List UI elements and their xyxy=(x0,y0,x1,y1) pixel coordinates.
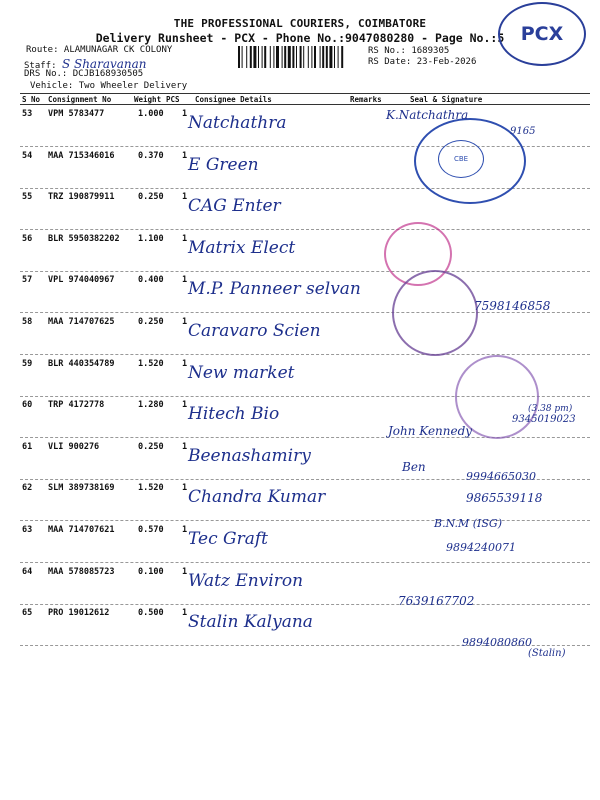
cell-sno: 65 xyxy=(22,608,33,619)
cell-consignee: Matrix Elect xyxy=(188,237,296,258)
barcode-bar xyxy=(242,46,243,68)
cell-weight: 0.250 xyxy=(138,441,164,452)
cell-consignee: Chandra Kumar xyxy=(188,487,326,508)
runsheet-title: Delivery Runsheet - PCX - Phone No.:9047080280 - Page No.:5 xyxy=(95,31,505,45)
barcode-bar xyxy=(314,46,316,68)
barcode-bar xyxy=(308,46,309,68)
cell-consignee: Caravaro Scien xyxy=(188,321,321,341)
cell-sno: 58 xyxy=(22,317,33,327)
cell-pcs: 1 xyxy=(182,275,188,286)
cell-sno: 56 xyxy=(22,233,33,244)
cell-pcs: 1 xyxy=(182,566,188,577)
seal-stamp-purple xyxy=(392,270,478,356)
col-consignee: Consignee Details xyxy=(195,95,272,104)
cell-weight: 0.250 xyxy=(138,317,164,327)
cell-consignment: MAA 578085723 xyxy=(48,566,115,577)
signature-60: John Kennedy xyxy=(388,424,473,438)
barcode-bar xyxy=(258,46,259,68)
cell-consignment: TRZ 190879911 xyxy=(48,192,115,203)
cell-consignment: MAA 714707625 xyxy=(48,317,115,327)
cell-consignee: New market xyxy=(188,362,295,383)
barcode-bar xyxy=(284,46,286,68)
cell-pcs: 1 xyxy=(182,441,188,452)
cell-consignment: VLI 900276 xyxy=(48,441,100,452)
cell-weight: 1.100 xyxy=(138,233,164,244)
col-seal: Seal & Signature xyxy=(410,95,483,104)
cell-sno: 59 xyxy=(22,358,33,369)
cell-weight: 1.520 xyxy=(138,358,164,369)
barcode-bar xyxy=(276,46,279,68)
cell-pcs: 1 xyxy=(182,192,188,203)
barcode-bar xyxy=(262,46,263,68)
col-pcs: PCS xyxy=(166,95,180,104)
cell-sno: 64 xyxy=(22,566,33,577)
barcode-bar xyxy=(341,46,343,68)
cell-weight: 0.500 xyxy=(138,608,164,619)
cell-consignment: TRP 4172778 xyxy=(48,400,105,411)
barcode-bar xyxy=(264,46,266,68)
barcode-bar xyxy=(296,46,297,68)
signature-65: (Stalin) xyxy=(528,648,566,659)
cell-consignment: BLR 5950382202 xyxy=(48,233,120,244)
barcode-bar xyxy=(303,46,304,68)
phone-62: 9865539118 xyxy=(466,491,543,505)
cell-consignee: Natchathra xyxy=(188,113,287,133)
cell-weight: 0.570 xyxy=(138,525,164,535)
cell-sno: 54 xyxy=(22,150,33,161)
staff-label: Staff: xyxy=(24,61,57,71)
phone-65: 9894080860 xyxy=(462,636,532,649)
cell-consignee: Watz Environ xyxy=(188,570,304,591)
col-consignment: Consignment No xyxy=(48,95,112,104)
table-row xyxy=(20,231,590,272)
table-row xyxy=(20,564,590,605)
barcode-bar xyxy=(338,46,339,68)
cell-sno: 53 xyxy=(22,109,33,119)
cell-weight: 0.370 xyxy=(138,150,164,161)
barcode-bar xyxy=(326,46,328,68)
barcode-bar xyxy=(311,46,312,68)
barcode-bar xyxy=(322,46,324,68)
cell-pcs: 1 xyxy=(182,317,188,327)
cell-weight: 1.280 xyxy=(138,400,164,411)
cell-consignee: CAG Enter xyxy=(188,196,281,217)
cell-sno: 61 xyxy=(22,441,33,452)
table-row xyxy=(20,189,590,230)
header-rule-bottom xyxy=(20,104,590,105)
signature-53-note: 9165 xyxy=(510,126,536,137)
cell-sno: 62 xyxy=(22,483,33,494)
cell-consignment: MAA 715346016 xyxy=(48,150,115,161)
barcode-bar xyxy=(329,46,332,68)
drs-line: DRS No.: DCJB168930505 xyxy=(24,69,144,79)
phone-61: 9994665030 xyxy=(466,470,536,483)
cell-pcs: 1 xyxy=(182,358,188,369)
cell-sno: 60 xyxy=(22,400,33,411)
cell-consignment: PRO 19012612 xyxy=(48,608,110,619)
cell-consignment: VPM 5783477 xyxy=(48,109,105,119)
company-name: THE PROFESSIONAL COURIERS, COIMBATORE xyxy=(173,17,427,30)
cell-consignment: SLM 389738169 xyxy=(48,483,115,494)
barcode-bar xyxy=(288,46,291,68)
cell-pcs: 1 xyxy=(182,400,188,411)
barcode-bar xyxy=(292,46,294,68)
cell-consignment: VPL 974040967 xyxy=(48,275,115,286)
rs-date: RS Date: 23-Feb-2026 xyxy=(368,57,477,67)
barcode-bar xyxy=(334,46,335,68)
cell-consignee: Hitech Bio xyxy=(188,404,280,425)
barcode-bar xyxy=(246,46,247,68)
cell-weight: 0.100 xyxy=(138,566,164,577)
cell-sno: 63 xyxy=(22,525,33,535)
barcode-bar xyxy=(250,46,252,68)
col-sno: S No xyxy=(22,95,41,104)
barcode-bar xyxy=(320,46,321,68)
cell-consignee: Tec Graft xyxy=(188,529,268,549)
cell-pcs: 1 xyxy=(182,483,188,494)
barcode-bar xyxy=(253,46,256,68)
route-line: Route: ALAMUNAGAR CK COLONY xyxy=(26,45,173,55)
cell-pcs: 1 xyxy=(182,109,188,119)
phone-64: 7639167702 xyxy=(398,594,475,608)
cell-weight: 0.400 xyxy=(138,275,164,286)
cell-weight: 1.520 xyxy=(138,483,164,494)
barcode-bar xyxy=(300,46,302,68)
rs-number: RS No.: 1689305 xyxy=(368,46,450,56)
cell-consignee: E Green xyxy=(188,154,259,175)
phone-60: 9345019023 xyxy=(512,414,576,425)
cell-sno: 57 xyxy=(22,275,33,286)
phone-63: 9894240071 xyxy=(446,541,516,554)
time-60: (3.38 pm) xyxy=(528,404,573,414)
barcode xyxy=(238,46,364,68)
signature-63: B.N.M (ISG) xyxy=(434,517,503,530)
cell-pcs: 1 xyxy=(182,525,188,535)
col-weight: Weight xyxy=(134,95,162,104)
cell-consignment: BLR 440354789 xyxy=(48,358,115,369)
cell-pcs: 1 xyxy=(182,150,188,161)
cell-pcs: 1 xyxy=(182,608,188,619)
cell-consignment: MAA 714707621 xyxy=(48,525,115,535)
barcode-bar xyxy=(270,46,271,68)
cell-pcs: 1 xyxy=(182,233,188,244)
phone-57: 7598146858 xyxy=(474,299,551,313)
cell-sno: 55 xyxy=(22,192,33,203)
cell-weight: 0.250 xyxy=(138,192,164,203)
header-rule-top xyxy=(20,93,590,94)
barcode-bar xyxy=(238,46,240,68)
barcode-bar xyxy=(282,46,283,68)
cell-consignee: M.P. Panneer selvan xyxy=(188,279,361,300)
cell-consignee: Beenashamiry xyxy=(188,445,311,466)
pcx-badge: PCX xyxy=(498,2,586,66)
vehicle-line: Vehicle: Two Wheeler Delivery xyxy=(30,81,188,91)
table-row xyxy=(20,314,590,355)
barcode-bar xyxy=(273,46,274,68)
col-remarks: Remarks xyxy=(350,95,382,104)
signature-61: Ben xyxy=(402,460,426,474)
cell-weight: 1.000 xyxy=(138,109,164,119)
cell-consignee: Stalin Kalyana xyxy=(188,612,313,633)
seal-stamp-cbe: CBE xyxy=(438,140,484,178)
staff-name: S Sharavanan xyxy=(61,57,147,71)
signature-53: K.Natchathra xyxy=(386,108,469,122)
